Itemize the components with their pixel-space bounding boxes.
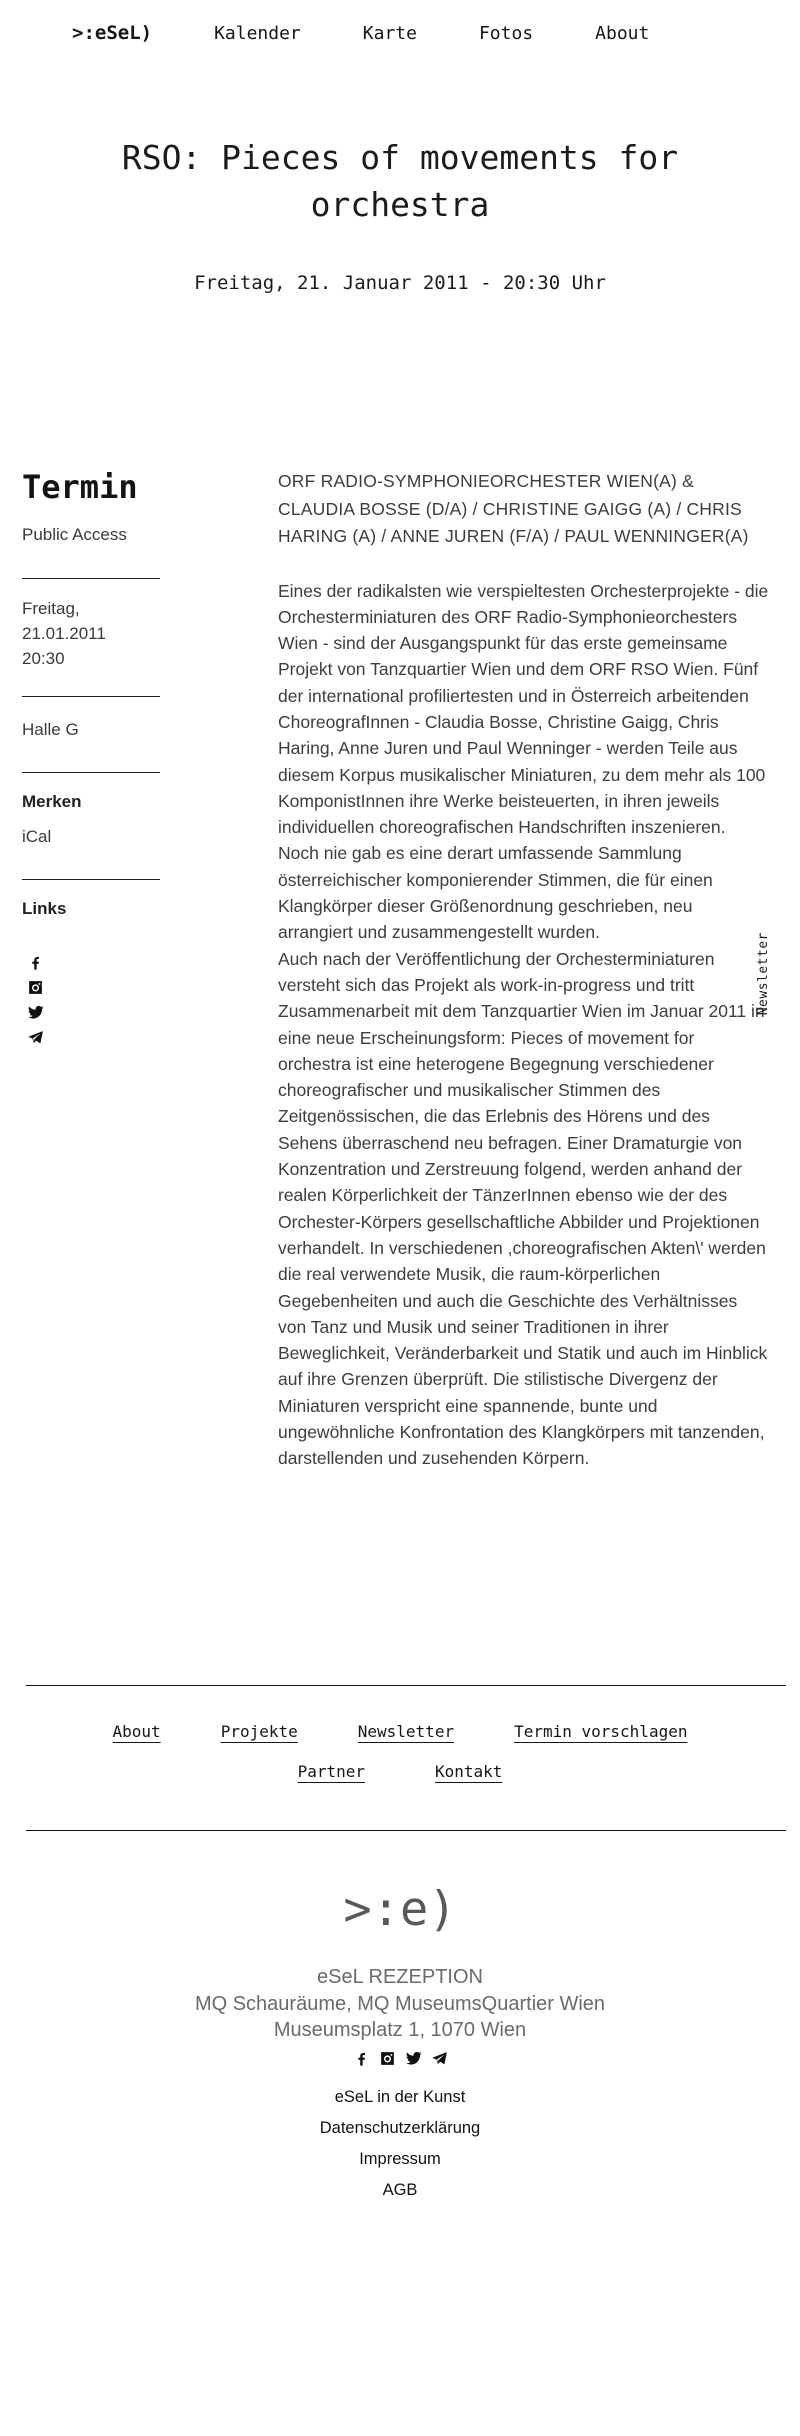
sidebar-heading: Termin <box>22 468 138 506</box>
footer-social-links <box>0 2050 800 2067</box>
sidebar-divider <box>22 772 160 773</box>
venue-link[interactable]: Halle G <box>22 720 79 739</box>
footer-divider-top <box>26 1685 786 1686</box>
links-label: Links <box>22 899 67 918</box>
event-date-short: Freitag, 21.01.2011 <box>22 599 106 643</box>
footer-address-block <box>0 1964 800 2044</box>
esel-logo[interactable]: >:eSeL) <box>72 22 153 44</box>
public-access-link[interactable]: Public Access <box>22 525 127 544</box>
footer-link-agb[interactable]: AGB <box>382 2181 418 2199</box>
event-article <box>278 468 770 1472</box>
instagram-icon[interactable] <box>379 2050 396 2067</box>
sidebar-divider <box>22 696 160 697</box>
footer-link-impressum[interactable]: Impressum <box>359 2150 441 2168</box>
footer-nav-row-1 <box>0 1722 800 1741</box>
event-date-time <box>22 596 164 671</box>
newsletter-tab-label: Newsletter <box>756 932 771 1016</box>
facebook-icon[interactable] <box>27 954 44 971</box>
event-time-short: 20:30 <box>22 649 65 668</box>
facebook-icon[interactable] <box>353 2050 370 2067</box>
nav-item-about[interactable]: About <box>595 22 650 44</box>
footer-address-line-2: Museumsplatz 1, 1070 Wien <box>273 2019 527 2041</box>
footer-nav-row-2 <box>0 1762 800 1781</box>
article-paragraph-2: Auch nach der Veröffentlichung der Orchesterminiaturen versteht sich das Projekt als work-in-progress und tritt Zusammenarbeit mit dem Tanzquartier Wien im Januar 2011 in eine neue Erscheinungsform: Pieces of movement for orchestra ist eine heterogene Begegnung verschiedener choreografischer und musikalischer Stimmen des Zeitgenössischen, die das Erlebnis des Hörens und des Sehens überraschend neu befragen. Einer Dramaturgie von Konzentration und Zerstreuung folgend, werden anhand der realen Körperlichkeit der TänzerInnen ebenso wie der des Orchester-Körpers gesellschaftliche Abbilder und Projektionen verhandelt. In verschiedenen ,choreografischen Akten\' werden die real verwendete Musik, die raum-körperlichen Gegebenheiten und auch die Geschichte des Verhältnisses von Tanz und Musik und seiner Traditionen in ihrer Beweglichkeit, Veränderbarkeit und Statik und auch im Hinblick auf ihre Grenzen überprüft. Die stilistische Divergenz der Miniaturen verspricht eine spannende, bunte und ungewöhnliche Konfrontation des Klangkörpers mit tanzenden, darstellenden und zusehenden Körpern. <box>278 948 768 1469</box>
footer-link-termin-vorschlagen[interactable]: Termin vorschlagen <box>514 1722 688 1741</box>
footer-divider-bottom <box>26 1830 786 1831</box>
footer-legal-links <box>0 2082 800 2206</box>
twitter-icon[interactable] <box>405 2050 422 2067</box>
sidebar-divider <box>22 578 160 579</box>
ical-link[interactable]: iCal <box>22 827 52 846</box>
footer-link-newsletter[interactable]: Newsletter <box>357 1722 455 1741</box>
merken-label: Merken <box>22 792 82 811</box>
footer-link-about[interactable]: About <box>112 1722 161 1741</box>
nav-item-karte[interactable]: Karte <box>362 22 417 44</box>
event-sidebar <box>22 466 164 1046</box>
footer-address-line-1: MQ Schauräume, MQ MuseumsQuartier Wien <box>194 1992 606 2015</box>
sidebar-divider <box>22 879 160 880</box>
footer-org-name: eSeL REZEPTION <box>317 1966 483 1988</box>
newsletter-side-tab[interactable] <box>756 932 778 1020</box>
artist-lineup: ORF RADIO-SYMPHONIEORCHESTER WIEN(A) & CLAUDIA BOSSE (D/A) / CHRISTINE GAIGG (A) / CHRIS HARING (A) / ANNE JUREN (F/A) / PAUL WENNINGER(A) <box>278 471 749 546</box>
event-datetime: Freitag, 21. Januar 2011 - 20:30 Uhr <box>194 272 606 294</box>
footer-link-projekte[interactable]: Projekte <box>220 1722 298 1741</box>
footer-link-esel-in-der-kunst[interactable]: eSeL in der Kunst <box>334 2088 466 2106</box>
nav-item-fotos[interactable]: Fotos <box>478 22 534 44</box>
telegram-icon[interactable] <box>27 1029 44 1046</box>
telegram-icon[interactable] <box>431 2050 448 2067</box>
footer-link-partner[interactable]: Partner <box>297 1762 365 1781</box>
top-navigation <box>72 22 649 44</box>
twitter-icon[interactable] <box>27 1004 44 1021</box>
footer-link-kontakt[interactable]: Kontakt <box>435 1762 503 1781</box>
event-title: RSO: Pieces of movements for orchestra <box>121 138 679 224</box>
footer-esel-logo[interactable]: >:e) <box>343 1882 457 1937</box>
instagram-icon[interactable] <box>27 979 44 996</box>
footer-link-datenschutz[interactable]: Datenschutzerklärung <box>319 2119 481 2137</box>
sidebar-social-links <box>27 954 164 1046</box>
nav-item-kalender[interactable]: Kalender <box>214 22 301 44</box>
article-paragraph-1: Eines der radikalsten wie verspieltesten Orchesterprojekte - die Orchesterminiaturen des ORF Radio-Symphonieorchesters Wien - sind der Ausgangspunkt für das erste gemeinsame Projekt von Tanzquartier Wien und dem ORF RSO Wien. Fünf der international profiliertesten und in Österreich arbeitenden ChoreografInnen - Claudia Bosse, Christine Gaigg, Chris Haring, Anne Juren und Paul Wenninger - werden Teile aus diesem Korpus musikalischer Miniaturen, zu dem mehr als 100 KomponistInnen ihre Werke beisteuerten, in ihren jeweils individuellen choreografischen Handschriften inszenieren. Noch nie gab es eine derart umfassende Sammlung österreichischer komponierender Stimmen, die für einen Klangkörper dieser Größenordnung geschrieben, neu arrangiert und zusammengestellt wurden. <box>278 580 769 943</box>
